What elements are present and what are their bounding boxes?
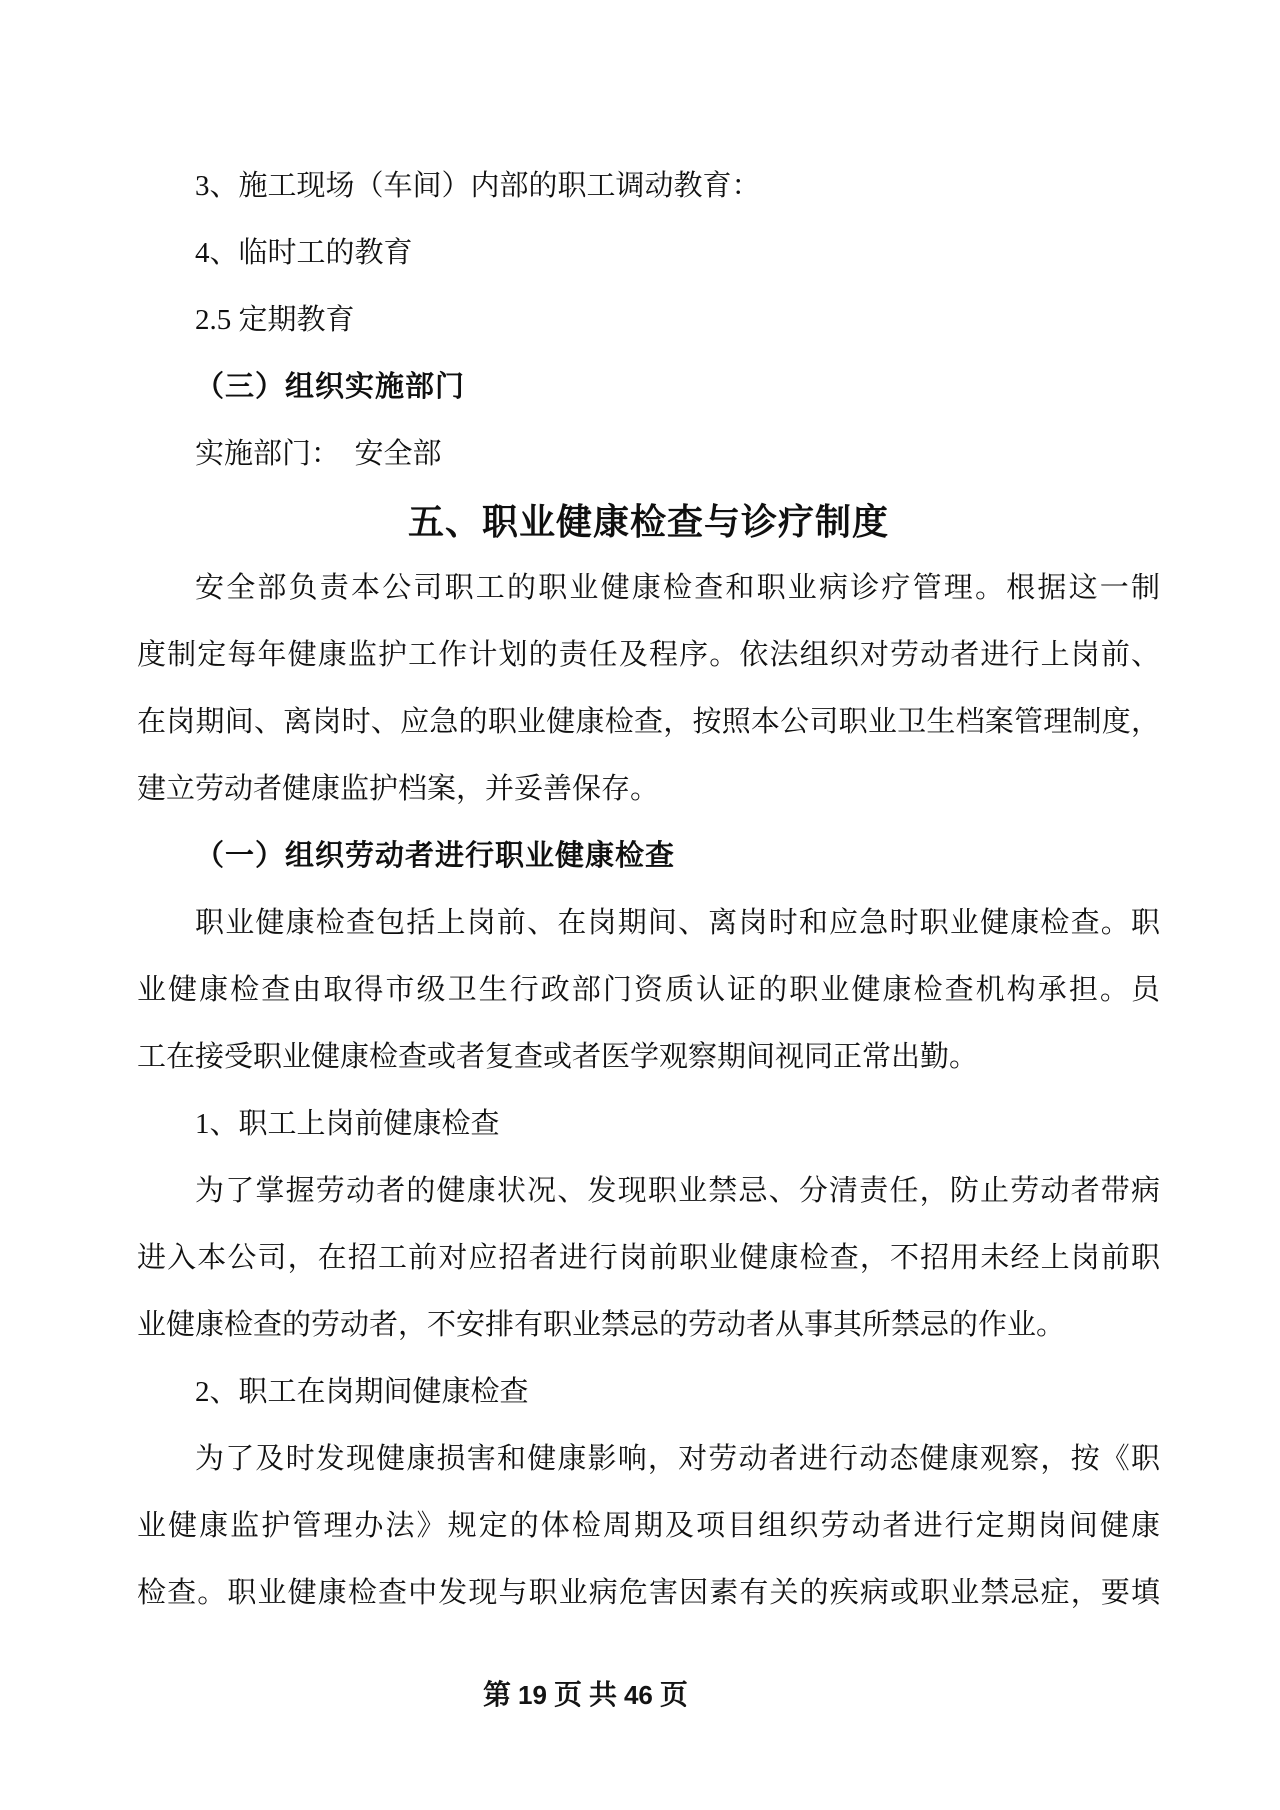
page-footer xyxy=(483,1668,688,1722)
footer-label-ye: 页 xyxy=(652,1680,688,1711)
footer-label-ye-gong: 页 共 xyxy=(546,1680,624,1711)
implementing-dept-value-line: 实施部门： 安全部 xyxy=(195,438,442,470)
paragraph-line: 为了掌握劳动者的健康状况、发现职业禁忌、分清责任，防止劳动者带病 xyxy=(195,1175,1160,1207)
chapter-title: 五、职业健康检查与诊疗制度 xyxy=(407,501,889,542)
paragraph-line: 业健康检查由取得市级卫生行政部门资质认证的职业健康检查机构承担。员 xyxy=(137,974,1160,1006)
section-heading-implementing-dept: （三）组织实施部门 xyxy=(195,371,466,403)
paragraph-line: 安全部负责本公司职工的职业健康检查和职业病诊疗管理。根据这一制 xyxy=(195,572,1160,604)
paragraph-line: 建立劳动者健康监护档案，并妥善保存。 xyxy=(137,773,660,805)
paragraph-line: 度制定每年健康监护工作计划的责任及程序。依法组织对劳动者进行上岗前、 xyxy=(137,639,1160,671)
paragraph-line: 进入本公司，在招工前对应招者进行岗前职业健康检查，不招用未经上岗前职 xyxy=(137,1242,1160,1274)
footer-page-number: 19 xyxy=(518,1680,547,1710)
paragraph-line: 职业健康检查包括上岗前、在岗期间、离岗时和应急时职业健康检查。职 xyxy=(195,907,1160,939)
paragraph-line: 检查。职业健康检查中发现与职业病危害因素有关的疾病或职业禁忌症，要填 xyxy=(137,1577,1160,1609)
paragraph-line: 工在接受职业健康检查或者复查或者医学观察期间视同正常出勤。 xyxy=(137,1041,979,1073)
paragraph-line: 业健康检查的劳动者，不安排有职业禁忌的劳动者从事其所禁忌的作业。 xyxy=(137,1309,1066,1341)
numbered-heading-pre-job-check: 1、职工上岗前健康检查 xyxy=(195,1108,500,1140)
paragraph-line: 在岗期间、离岗时、应急的职业健康检查，按照本公司职业卫生档案管理制度， xyxy=(137,706,1160,738)
list-item-2-5: 2.5 定期教育 xyxy=(195,304,355,336)
list-item-3: 3、施工现场（车间）内部的职工调动教育： xyxy=(195,170,761,202)
paragraph-line: 为了及时发现健康损害和健康影响，对劳动者进行动态健康观察，按《职 xyxy=(195,1443,1160,1475)
page-body xyxy=(137,153,1160,1627)
footer-total-pages: 46 xyxy=(623,1680,653,1710)
numbered-heading-on-job-check: 2、职工在岗期间健康检查 xyxy=(195,1376,529,1408)
section-heading-organize-health-check: （一）组织劳动者进行职业健康检查 xyxy=(195,840,676,872)
list-item-4: 4、临时工的教育 xyxy=(195,237,413,269)
footer-label-di: 第 xyxy=(483,1680,519,1711)
paragraph-line: 业健康监护管理办法》规定的体检周期及项目组织劳动者进行定期岗间健康 xyxy=(137,1510,1160,1542)
